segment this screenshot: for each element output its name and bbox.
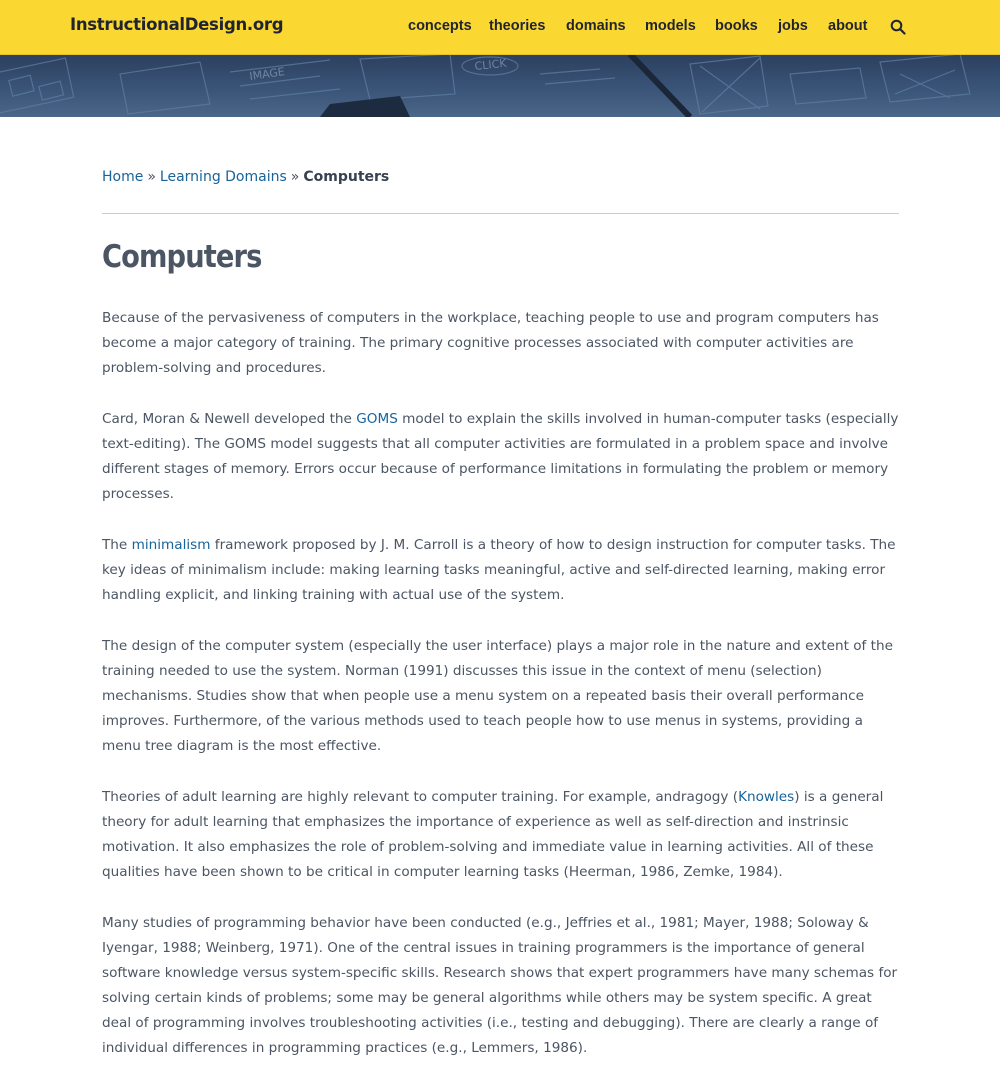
paragraph-text: ) is a general theory for adult learning that emphasizes the importance of experience as well as self-direction and instrinsic motivation. It also emphasizes the role of problem-solving and immediate value in learning activities. All of these qualities have been shown to be critical in computer learning tasks (Heerman, 1986, Zemke, 1984). [102,789,884,880]
knowles-link[interactable]: Knowles [738,789,795,805]
paragraph-text: framework proposed by J. M. Carroll is a theory of how to design instruction for computer tasks. The key ideas of minimalism include: making learning tasks meaningful, active and self-directed learning, making error handling explicit, and linking training with actual use of the system. [102,537,896,603]
breadcrumb-current: Computers [303,169,390,185]
paragraph-intro: Because of the pervasiveness of computers in the workplace, teaching people to use and program computers has become a major category of training. The primary cognitive processes associated with computer activities are problem-solving and procedures. [102,310,879,376]
nav-item-concepts[interactable]: concepts [408,18,472,34]
divider [102,213,899,214]
paragraph-adult-learning [102,785,899,885]
breadcrumb-home-link[interactable]: Home [102,169,144,185]
article-body [102,306,899,1087]
paragraph-goms [102,407,899,507]
nav-item-jobs[interactable]: jobs [778,18,808,34]
nav-item-domains[interactable]: domains [566,18,626,34]
paragraph-text: Card, Moran & Newell developed the [102,411,357,427]
goms-link[interactable]: GOMS [356,411,398,427]
page-title: Computers [102,239,262,275]
paragraph-text: Theories of adult learning are highly relevant to computer training. For example, andragogy ( [102,789,739,805]
paragraph-user-interface: The design of the computer system (especially the user interface) plays a major role in the nature and extent of the training needed to use the system. Norman (1991) discusses this issue in the context of menu (selection) mechanisms. Studies show that when people use a menu system on a repeated basis their overall performance improves. Furthermore, of the various methods used to teach people how to use menus in systems, providing a menu tree diagram is the most effective. [102,638,893,754]
breadcrumb-separator: » [290,169,300,185]
breadcrumb-learning-domains-link[interactable]: Learning Domains [159,169,287,185]
svg-text:IMAGE: IMAGE [248,65,286,83]
site-header [0,0,1000,55]
nav-item-books[interactable]: books [715,18,758,34]
nav-item-about[interactable]: about [828,18,868,34]
paragraph-text: The [102,537,132,553]
minimalism-link[interactable]: minimalism [131,537,211,553]
paragraph-text: model to explain the skills involved in human-computer tasks (especially text-editing). The GOMS model suggests that all computer activities are formulated in a problem space and involve different stages of memory. Errors occur because of performance limitations in formulating the problem or memory processes. [102,411,899,502]
nav-item-theories[interactable]: theories [489,18,546,34]
paragraph-minimalism [102,533,899,608]
svg-text:CLICK: CLICK [473,56,508,73]
breadcrumb-separator: » [147,169,156,185]
site-logo[interactable]: InstructionalDesign.org [70,15,284,34]
nav-item-models[interactable]: models [645,18,696,34]
search-icon[interactable] [890,19,906,35]
breadcrumb [102,169,389,185]
paragraph-programming: Many studies of programming behavior have been conducted (e.g., Jeffries et al., 1981; Mayer, 1988; Soloway & Iyengar, 1988; Weinberg, 1971). One of the central issues in training programmers is the importance of general software knowledge versus system-specific skills. Research shows that expert programmers have many schemas for solving certain kinds of problems; some may be general algorithms while others may be system specific. A great deal of programming involves troubleshooting activities (i.e., testing and debugging). There are clearly a range of individual differences in programming practices (e.g., Lemmers, 1986). [102,915,898,1056]
hero-banner-image [0,54,1000,117]
